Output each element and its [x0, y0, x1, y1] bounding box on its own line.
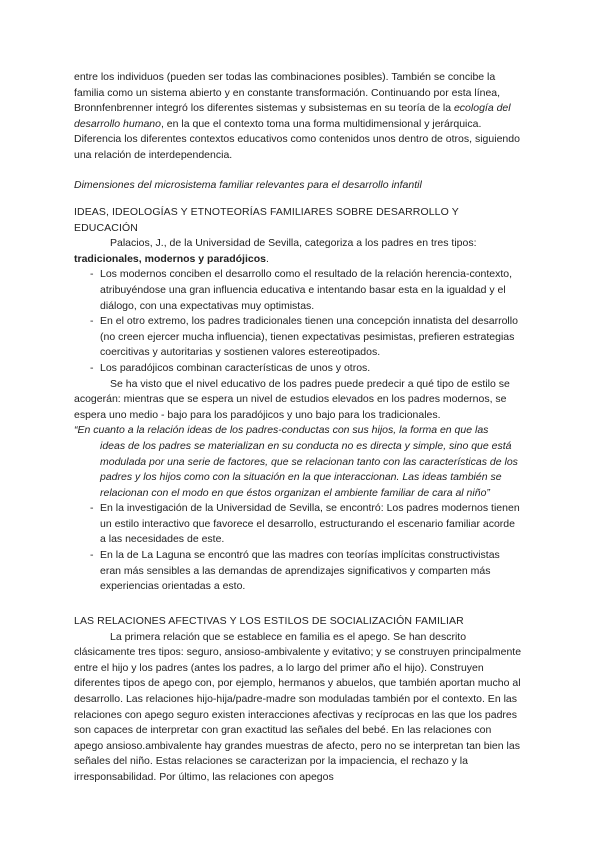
list-item: - En la de La Laguna se encontró que las madres con teorías implícitas constructivistas eran más sensibles a las demandas de aprendizajes significativos y comparten más experiencias orientadas a esto. — [74, 548, 522, 595]
intro-end: . — [265, 252, 269, 265]
section-heading-affective: LAS RELACIONES AFECTIVAS Y LOS ESTILOS DE SOCIALIZACIÓN FAMILIAR — [74, 615, 464, 627]
education-level-paragraph: Se ha visto que el nivel educativo de los padres puede predecir a qué tipo de estilo se acogerán: mientras que se espera un nivel de estudios elevados en los padres modernos, se espera uno medio - bajo para los paradójicos y uno bajo para los tradicionales. — [74, 377, 510, 421]
list-item: - Los modernos conciben el desarrollo como el resultado de la relación herencia-contexto, atribuyéndose una gran influencia educativa e intentando basar esta en la igualdad y el diálogo, con una expectativas muy optimistas. — [74, 267, 522, 314]
research-findings-list — [74, 501, 522, 595]
parent-types: tradicionales, modernos y paradójicos — [74, 252, 266, 265]
quote — [74, 423, 522, 501]
section-ideas-intro — [74, 236, 522, 267]
attachment-paragraph: La primera relación que se establece en familia es el apego. Se han descrito clásicamente tres tipos: seguro, ansioso-ambivalente y evitativo; y se construyen principalmente entre el hijo y los padres (antes los padres, a lo largo del primer año el hijo). Construyen diferentes tipos de apego con, por ejemplo, hermanos y abuelos, que también aportan mucho al desarrollo. Las relaciones hijo-hija/padre-madre son moduladas también por el contexto. En las relaciones con apego seguro existen interacciones afectivas y recíprocas en las que los padres son capaces de interpretar con gran exactitud las señales del bebé. En las relaciones con apego ansioso.ambivalente hay grandes muestras de afecto, pero no se interpretan tan bien las señales del niño. Estas relaciones se caracterizan por la impaciencia, el rechazo y la irresponsabilidad. Por último, las relaciones con apegos — [74, 630, 522, 783]
intro-emphasis: ecología del desarrollo humano — [74, 102, 511, 130]
intro-text-a: entre los individuos (pueden ser todas las combinaciones posibles). También se concibe la familia como un sistema abierto y en constante transformación. Continuando por esta línea, Bronnfenbrenner integró los diferentes sistemas y subsistemas en su teoría de la — [74, 71, 501, 115]
section-heading-ideas: IDEAS, IDEOLOGÍAS Y ETNOTEORÍAS FAMILIARES SOBRE DESARROLLO Y EDUCACIÓN — [74, 206, 459, 234]
list-item: - En el otro extremo, los padres tradicionales tienen una concepción innatista del desarrollo (no creen ejercer mucha influencia), tienen expectativas pesimistas, prefieren estrategias coercitivas y autoritarias y sostienen valores estereotipados. — [74, 314, 522, 361]
intro-paragraph — [74, 70, 522, 164]
quote-rest: ideas de los padres se materializan en su conducta no es directa y simple, sino que está modulada por una serie de factores, que se relacionan tanto con las características de los padres y los hijos como con la situación en la que interaccionan. Las ideas también se relacionan con el modo en que éstos organizan el ambiente familiar de cara al niño” — [100, 439, 518, 499]
section-affective — [74, 614, 522, 786]
list-item: - Los paradójicos combinan características de unos y otros. — [74, 361, 522, 377]
list-item: - En la investigación de la Universidad de Sevilla, se encontró: Los padres modernos tienen un estilo interactivo que favorece el desarrollo, estructurando el escenario familiar acorde a las necesidades de este. — [74, 501, 522, 548]
intro-text-b: , en la que el contexto toma una forma multidimensional y jerárquica. Diferencia los diferentes contextos educativos como contenidos unos dentro de otros, siguiendo una relación de interdependencia. — [74, 117, 520, 161]
parent-types-list — [74, 267, 522, 376]
quote-first-line: “En cuanto a la relación ideas de los padres-conductas con sus hijos, la forma en que las — [74, 424, 489, 437]
subtitle: Dimensiones del microsistema familiar relevantes para el desarrollo infantil — [74, 179, 422, 191]
section-ideas — [74, 205, 522, 595]
intro-text: Palacios, J., de la Universidad de Sevilla, categoriza a los padres en tres tipos: — [110, 237, 477, 250]
